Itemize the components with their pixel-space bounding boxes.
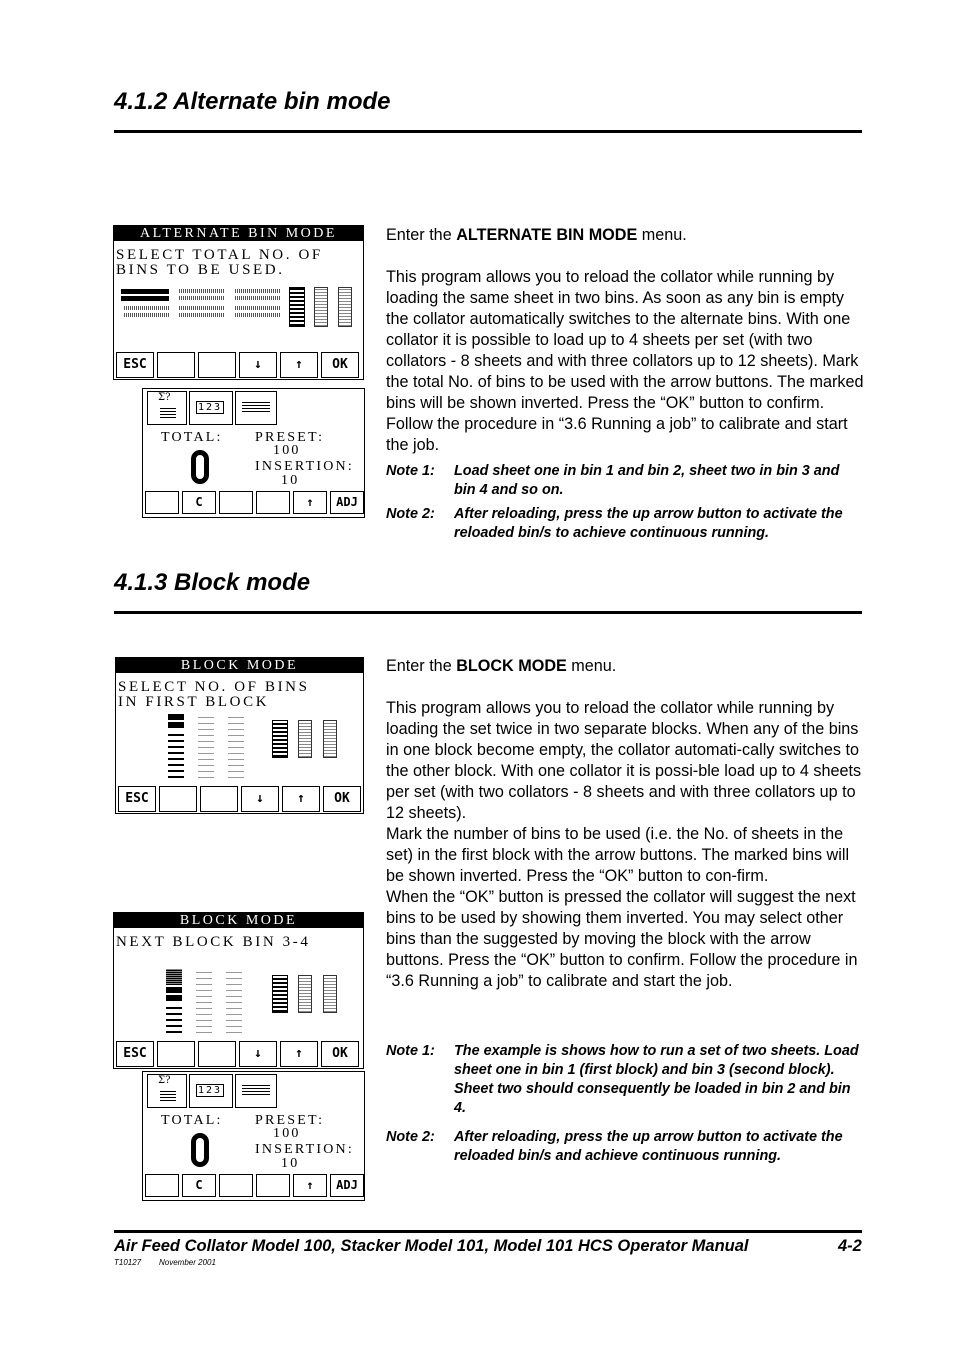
blank-button[interactable] (219, 1174, 253, 1197)
blank-button[interactable] (145, 1174, 179, 1197)
clear-button[interactable]: C (182, 1174, 216, 1197)
stack-icon[interactable] (235, 391, 277, 425)
up-arrow-button[interactable]: ↑ (293, 1174, 327, 1197)
total-count-zero (191, 450, 209, 484)
intro-line: Enter the BLOCK MODE menu. (386, 657, 617, 675)
section-heading-alternate-bin-mode: 4.1.2 Alternate bin mode (114, 88, 391, 115)
insertion-value: 10 (281, 473, 300, 488)
down-arrow-button[interactable]: ↓ (241, 786, 279, 812)
page-number: 4-2 (838, 1237, 862, 1255)
block-mode-screen-1 (115, 657, 364, 814)
document-date: November 2001 (159, 1258, 216, 1267)
footer-title: Air Feed Collator Model 100, Stacker Model 101, Model 101 HCS Operator Manual (114, 1237, 749, 1255)
blank-button[interactable] (256, 1174, 290, 1197)
adj-button[interactable]: ADJ (330, 1174, 364, 1197)
clear-button[interactable]: C (182, 491, 216, 514)
blank-button-1[interactable] (157, 1041, 195, 1067)
adj-button[interactable]: ADJ (330, 491, 364, 514)
ok-button[interactable]: OK (321, 352, 359, 378)
section-heading-block-mode: 4.1.3 Block mode (114, 569, 311, 596)
intro-line: Enter the ALTERNATE BIN MODE menu. (386, 226, 687, 244)
screen-line-2: IN FIRST BLOCK (118, 694, 270, 710)
alternate-bin-text (386, 225, 866, 456)
heading-rule (114, 611, 862, 614)
preset-label: PRESET: (255, 430, 325, 445)
blank-button[interactable] (219, 491, 253, 514)
blank-button[interactable] (145, 491, 179, 514)
insertion-value: 10 (281, 1156, 300, 1171)
body-paragraph: This program allows you to reload the collator while running by loading the same sheet in two bins. As soon as any bin is empty the collator automatically switches to the alternate bins. With one collator it is possible to load up to 4 sheets per set (with two collators - 8 sheets and with three collators up to 12 sheets). Mark the total No. of bins to be used with the arrow buttons. The marked bins will be shown inverted. Press the “OK” button to confirm. Follow the procedure in “3.6 Running a job” to calibrate and start the job. (386, 268, 864, 454)
block-mode-screen-2 (113, 912, 364, 1069)
counter-digits-icon[interactable]: 123 (189, 391, 233, 425)
counter-digits-icon[interactable]: 123 (189, 1074, 233, 1108)
blank-button[interactable] (256, 491, 290, 514)
footer-rule (114, 1230, 862, 1233)
insertion-label: INSERTION: (255, 1142, 354, 1157)
body-paragraph-3: When the “OK” button is pressed the collator will suggest the next bins to be used by showing them inverted. You may select other bins than the suggested by moving the block with the arrow buttons. Press the “OK” button to confirm. Follow the procedure in “3.6 Running a job” to calibrate and start the job. (386, 888, 858, 990)
alternate-bin-mode-screen (113, 225, 364, 380)
blank-button-2[interactable] (198, 352, 236, 378)
insertion-label: INSERTION: (255, 459, 354, 474)
screen-title: BLOCK MODE (116, 658, 363, 673)
up-arrow-button[interactable]: ↑ (293, 491, 327, 514)
screen-title: ALTERNATE BIN MODE (114, 226, 363, 241)
preset-value: 100 (273, 443, 301, 458)
blank-button-1[interactable] (157, 352, 195, 378)
blank-button-2[interactable] (198, 1041, 236, 1067)
total-count-zero (191, 1133, 209, 1167)
screen-line-1: SELECT TOTAL NO. OF (116, 247, 323, 263)
ok-button[interactable]: OK (321, 1041, 359, 1067)
up-arrow-button[interactable]: ↑ (280, 1041, 318, 1067)
screen-line-2: BINS TO BE USED. (116, 262, 285, 278)
counter-screen (142, 388, 365, 518)
heading-rule (114, 130, 862, 133)
screen-title: BLOCK MODE (114, 913, 363, 928)
preset-value: 100 (273, 1126, 301, 1141)
up-arrow-button[interactable]: ↑ (282, 786, 320, 812)
stack-icon[interactable] (235, 1074, 277, 1108)
blank-button-2[interactable] (200, 786, 238, 812)
block-mode-text (386, 656, 866, 992)
down-arrow-button[interactable]: ↓ (239, 1041, 277, 1067)
up-arrow-button[interactable]: ↑ (280, 352, 318, 378)
sigma-icon[interactable]: Σ? (147, 1074, 187, 1108)
esc-button[interactable]: ESC (118, 786, 156, 812)
counter-screen (142, 1071, 365, 1201)
sigma-icon[interactable]: Σ? (147, 391, 187, 425)
ok-button[interactable]: OK (323, 786, 361, 812)
esc-button[interactable]: ESC (116, 352, 154, 378)
body-paragraph-2: Mark the number of bins to be used (i.e. the No. of sheets in the set) in the first block with the arrow buttons. The marked bins will be shown inverted. Press the “OK” button to con-firm. (386, 825, 850, 885)
screen-line-1: NEXT BLOCK BIN 3-4 (116, 934, 311, 950)
down-arrow-button[interactable]: ↓ (239, 352, 277, 378)
blank-button-1[interactable] (159, 786, 197, 812)
body-paragraph-1: This program allows you to reload the collator while running by loading the set twice in two separate blocks. When any of the bins in one block become empty, the collator automati-cally switches to the other block. With one collator it is possi-ble load up to 4 sheets per set (with two collators - 8 sheets and with three collators up to 12 sheets). (386, 699, 862, 822)
document-id: T10127 (114, 1258, 142, 1267)
preset-label: PRESET: (255, 1113, 325, 1128)
esc-button[interactable]: ESC (116, 1041, 154, 1067)
screen-line-1: SELECT NO. OF BINS (118, 679, 310, 695)
total-label: TOTAL: (161, 430, 223, 445)
total-label: TOTAL: (161, 1113, 223, 1128)
